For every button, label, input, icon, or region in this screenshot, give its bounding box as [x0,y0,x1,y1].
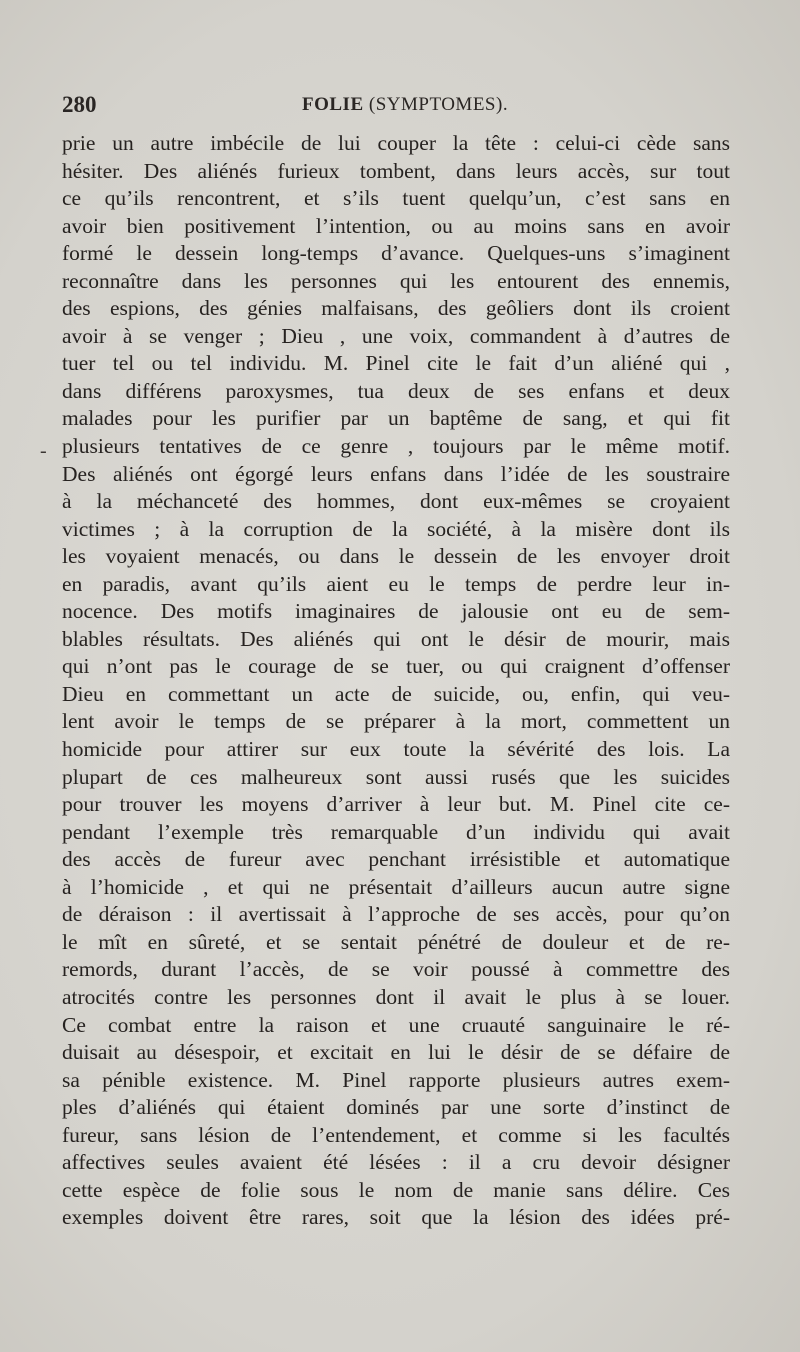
text-line: reconnaître dans les personnes qui les entourent des ennemis, [62,268,730,293]
text-line: avoir bien positivement l’intention, ou au moins sans en avoir [62,213,730,238]
text-line: malades pour les purifier par un baptême de sang, et qui fit [62,406,730,431]
text-line: ce qu’ils rencontrent, et s’ils tuent quelqu’un, c’est sans en [62,186,730,211]
margin-mark: - [40,440,47,462]
running-head-title: FOLIE [302,94,364,115]
text-line: prie un autre imbécile de lui couper la tête : celui-ci cède sans [62,131,730,155]
text-line: à la méchanceté des hommes, dont eux-mêmes se croyaient [62,489,730,514]
text-line: affectives seules avaient été lésées : il a cru devoir désigner [62,1150,730,1175]
text-line: blables résultats. Des aliénés qui ont le désir de mourir, mais [62,626,730,651]
text-line: de déraison : il avertissait à l’approche de ses accès, pour qu’on [62,902,730,927]
text-line: en paradis, avant qu’ils aient eu le temps de perdre leur in- [62,571,730,596]
running-head [302,94,508,116]
text-line: avoir à se venger ; Dieu , une voix, commandent à d’autres de [62,323,730,348]
text-line: homicide pour attirer sur eux toute la sévérité des lois. La [62,737,730,762]
text-line: Dieu en commettant un acte de suicide, ou, enfin, qui veu- [62,681,730,706]
text-line: qui n’ont pas le courage de se tuer, ou qui craignent d’offenser [62,654,730,679]
text-line: cette espèce de folie sous le nom de manie sans délire. Ces [62,1177,730,1202]
text-line: plusieurs tentatives de ce genre , toujours par le même motif. [62,434,730,459]
text-line: pendant l’exemple très remarquable d’un individu qui avait [62,819,730,844]
text-line: Ce combat entre la raison et une cruauté sanguinaire le ré- [62,1012,730,1037]
text-line: des accès de fureur avec penchant irrésistible et automatique [62,847,730,872]
text-line: Des aliénés ont égorgé leurs enfans dans l’idée de les soustraire [62,461,730,486]
text-line: le mît en sûreté, et se sentait pénétré de douleur et de re- [62,929,730,954]
text-line: hésiter. Des aliénés furieux tombent, dans leurs accès, sur tout [62,158,730,183]
text-line: des espions, des génies malfaisans, des geôliers dont ils croient [62,296,730,321]
text-line: nocence. Des motifs imaginaires de jalousie ont eu de sem- [62,599,730,624]
text-line: tuer tel ou tel individu. M. Pinel cite le fait d’un aliéné qui , [62,351,730,376]
text-line: formé le dessein long-temps d’avance. Quelques-uns s’imaginent [62,241,730,266]
body-text [62,130,730,1232]
text-line: fureur, sans lésion de l’entendement, et comme si les facultés [62,1122,730,1147]
page-number: 280 [62,92,97,117]
text-line: victimes ; à la corruption de la société, à la misère dont ils [62,516,730,541]
text-line: ples d’aliénés qui étaient dominés par une sorte d’instinct de [62,1095,730,1120]
text-line: lent avoir le temps de se préparer à la mort, commettent un [62,709,730,734]
text-line: atrocités contre les personnes dont il avait le plus à se louer. [62,984,730,1009]
running-head-subtitle: (SYMPTOMES). [368,94,509,115]
text-line: duisait au désespoir, et excitait en lui le désir de se défaire de [62,1040,730,1065]
text-line: plupart de ces malheureux sont aussi rusés que les suicides [62,764,730,789]
text-line: à l’homicide , et qui ne présentait d’ailleurs aucun autre signe [62,874,730,899]
text-line: pour trouver les moyens d’arriver à leur but. M. Pinel cite ce- [62,792,730,817]
text-line: exemples doivent être rares, soit que la lésion des idées pré- [62,1205,730,1230]
page-header [62,92,730,122]
text-line: remords, durant l’accès, de se voir poussé à commettre des [62,957,730,982]
text-line: dans différens paroxysmes, tua deux de ses enfans et deux [62,378,730,403]
text-line: les voyaient menacés, ou dans le dessein de les envoyer droit [62,544,730,569]
text-line: sa pénible existence. M. Pinel rapporte plusieurs autres exem- [62,1067,730,1092]
